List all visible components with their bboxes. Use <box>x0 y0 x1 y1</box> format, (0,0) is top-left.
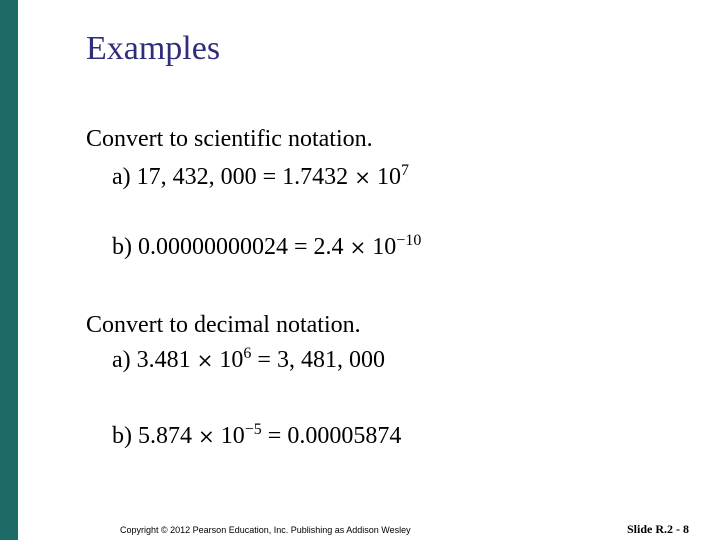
dec-b-pre: b) 5.874 <box>112 423 198 449</box>
decimal-example-b <box>112 422 401 450</box>
decimal-notation-heading: Convert to decimal notation. <box>86 312 361 338</box>
slide-title: Examples <box>86 30 221 67</box>
scientific-example-a <box>112 163 409 191</box>
dec-a-result: = 3, 481, 000 <box>251 347 385 373</box>
dec-a-exponent: 6 <box>243 345 252 362</box>
copyright-footer: Copyright © 2012 Pearson Education, Inc. Publishing as Addison Wesley <box>120 525 411 535</box>
dec-b-exponent: −5 <box>244 421 262 438</box>
side-accent-bar <box>0 0 18 540</box>
sci-a-base: 10 <box>370 164 401 190</box>
dec-a-base: 10 <box>213 347 244 373</box>
sci-a-label: a) 17, 432, 000 = 1.7432 <box>112 164 355 190</box>
dec-b-times-sign: × <box>198 424 215 448</box>
dec-b-base: 10 <box>214 423 245 449</box>
decimal-example-a <box>112 346 385 374</box>
sci-a-exponent: 7 <box>400 162 409 179</box>
dec-a-times-sign: × <box>196 348 214 372</box>
scientific-example-b <box>112 233 421 261</box>
sci-b-times-sign: × <box>349 235 367 259</box>
sci-b-base: 10 <box>366 234 397 260</box>
sci-b-label: b) 0.00000000024 = 2.4 <box>112 234 350 260</box>
dec-b-result: = 0.00005874 <box>261 423 402 449</box>
sci-b-exponent: −10 <box>396 232 422 249</box>
scientific-notation-heading: Convert to scientific notation. <box>86 126 373 152</box>
dec-a-pre: a) 3.481 <box>112 347 197 373</box>
sci-a-times-sign: × <box>354 165 371 189</box>
slide-number: Slide R.2 - 8 <box>627 522 690 536</box>
